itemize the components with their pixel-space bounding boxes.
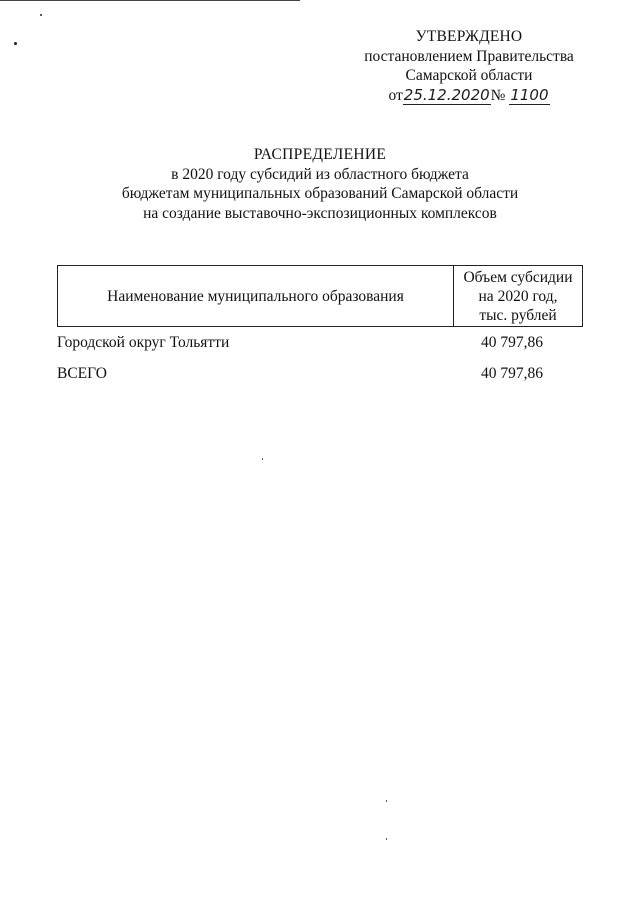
column-header-amount-line2: на 2020 год,	[478, 287, 558, 305]
subsidy-amount: 40 797,86	[481, 333, 543, 351]
total-label: ВСЕГО	[57, 364, 107, 382]
municipality-name: Городской округ Тольятти	[57, 333, 230, 351]
decree-number: 1100	[510, 85, 549, 104]
decree-date: 25.12.2020	[403, 85, 490, 104]
approval-authority: постановлением Правительства	[364, 47, 574, 65]
document-subtitle-line1: в 2020 году субсидий из областного бюджета	[171, 165, 469, 183]
column-header-amount-line3: тыс. рублей	[479, 306, 557, 324]
column-header-amount-line1: Объем субсидии	[463, 268, 573, 286]
total-amount: 40 797,86	[481, 364, 543, 382]
column-header-municipality: Наименование муниципального образования	[58, 266, 454, 326]
table-row-total	[57, 358, 583, 389]
table-row	[57, 327, 583, 358]
scan-speck	[386, 800, 387, 802]
scan-speck	[386, 838, 387, 840]
subsidy-table	[57, 265, 583, 389]
column-header-amount	[454, 266, 582, 326]
decree-from-prefix: от	[388, 86, 403, 104]
document-title: РАСПРЕДЕЛЕНИЕ	[253, 146, 387, 163]
scan-speck	[14, 42, 17, 45]
scan-speck	[40, 14, 42, 16]
scan-edge-line	[0, 0, 300, 1]
approval-stamp	[356, 27, 582, 105]
decree-reference	[356, 86, 582, 106]
document-heading	[0, 145, 640, 223]
decree-number-prefix: №	[490, 86, 506, 104]
scan-speck	[262, 458, 263, 460]
document-subtitle-line3: на создание выставочно-экспозиционных комплексов	[143, 204, 497, 222]
table-header	[57, 265, 583, 327]
approved-label: УТВЕРЖДЕНО	[415, 28, 523, 45]
approval-region: Самарской области	[405, 67, 533, 84]
document-subtitle-line2: бюджетам муниципальных образований Самарской области	[121, 185, 519, 202]
